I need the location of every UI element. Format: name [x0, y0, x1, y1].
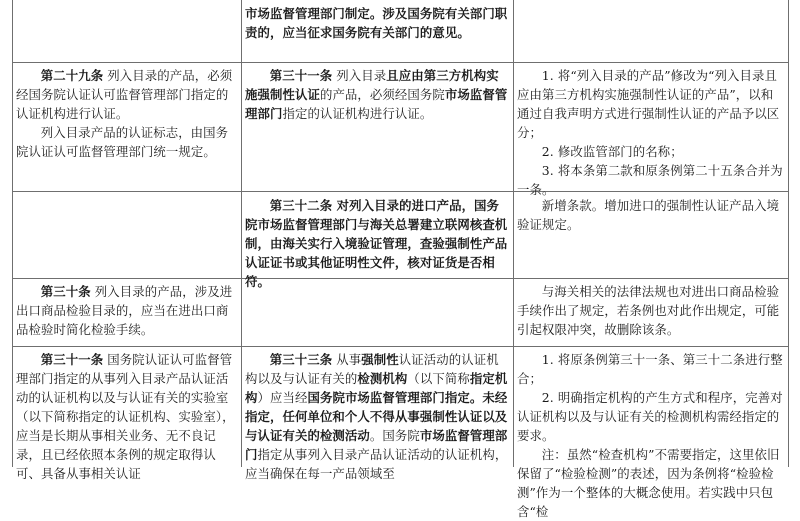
- row-divider-4: [12, 346, 789, 347]
- row-4-revised-article: [245, 350, 509, 483]
- paragraph: [517, 445, 783, 521]
- text-run: ）应当经: [257, 390, 308, 405]
- regulation-comparison-table: [12, 0, 789, 519]
- text-run: 新增条款。增加进口的强制性认证产品入境验证规定。: [517, 198, 780, 232]
- row-1-original-article: [16, 66, 238, 161]
- bold-text: 强制性: [361, 352, 399, 367]
- bold-text: 第三十二条 对列入目录的进口产品，国务院市场监督管理部门与海关总署建立联网核查机制，由海关实行入境验证管理，查验强制性产品认证证书或其他证明性文件，核对证货是否相符。: [245, 198, 508, 289]
- text-run: 列入目录的产品，必须经国务院认证认可监督管理部门指定的认证机构进行认证。: [16, 68, 233, 121]
- column-divider-2: [513, 0, 514, 467]
- bold-text: 市场监督管理部门: [245, 87, 508, 121]
- text-run: 列入目录产品的认证标志，由国务院认证认可监督管理部门统一规定。: [16, 125, 229, 159]
- bold-text: 国务院市场监督管理部门指定。未经指定，任何单位和个人不得从事强制性认证以及与认证有关的检测活动: [245, 390, 508, 443]
- text-run: 国务院认证认可监督管理部门指定的从事列入目录产品认证活动的认证机构以及与认证有关的实验室（以下简称指定的认证机构、实验室），应当是长期从事相关业务、无不良记录，且已经依照本条例的规定取得认可、具备从事相关认证: [16, 352, 235, 481]
- row-divider-1: [12, 62, 789, 63]
- bold-text: 第三十条: [40, 284, 91, 299]
- bold-text: 检测机构: [357, 371, 408, 386]
- text-run: （以下简称: [407, 371, 470, 386]
- text-run: 的产品，必须经国务院: [319, 87, 445, 102]
- text-run: 指定从事列入目录产品认证活动的认证机构，应当确保在每一产品领域至: [245, 447, 508, 481]
- bold-text: 市场监督管理部门: [245, 428, 508, 462]
- paragraph: [517, 161, 783, 199]
- paragraph: [245, 4, 509, 42]
- paragraph: [517, 66, 783, 142]
- bold-text: 第三十三条: [269, 352, 333, 367]
- row-3-original-article: [16, 282, 238, 339]
- text-run: 2. 明确指定机构的产生方式和程序，完善对认证机构以及与认证有关的检测机构需经指定的要求。: [517, 390, 783, 443]
- row-1-revision-note: [517, 66, 783, 199]
- paragraph: [16, 350, 238, 483]
- text-run: 列入目录: [332, 68, 387, 83]
- paragraph: [245, 196, 509, 291]
- row-4-original-article: [16, 350, 238, 483]
- row-2-revised-article: [245, 196, 509, 291]
- paragraph: [245, 66, 509, 123]
- text-run: 认证活动的认证机构以及与认证有关的: [245, 352, 499, 386]
- row-0-revised-article: [245, 4, 509, 42]
- paragraph: [16, 66, 238, 123]
- bold-text: 第三十一条: [40, 352, 104, 367]
- text-run: 。国务院: [369, 428, 420, 443]
- text-run: 与海关相关的法律法规也对进出口商品检验手续作出了规定，若条例也对此作出规定，可能引起权限冲突，故删除该条。: [517, 284, 780, 337]
- bold-text: 第二十九条: [40, 68, 104, 83]
- paragraph: [517, 350, 783, 388]
- paragraph: [16, 282, 238, 339]
- text-run: 注：虽然“检查机构”不需要指定，这里依旧保留了“检验检测”的表述，因为条例将“检验检测”作为一个整体的大概念使用。若实践中只包含“检: [517, 447, 780, 519]
- row-4-revision-note: [517, 350, 783, 521]
- row-1-revised-article: [245, 66, 509, 123]
- text-run: 列入目录的产品，涉及进出口商品检验目录的，应当在进出口商品检验时简化检验手续。: [16, 284, 233, 337]
- bold-text: 市场监督管理部门制定。涉及国务院有关部门职责的，应当征求国务院有关部门的意见。: [245, 6, 508, 40]
- text-run: 3. 将本条第二款和原条例第二十五条合并为一条。: [517, 163, 783, 197]
- text-run: 2. 修改监管部门的名称；: [541, 144, 683, 159]
- paragraph: [16, 123, 238, 161]
- paragraph: [517, 282, 783, 339]
- table-border-right: [788, 0, 789, 467]
- paragraph: [517, 388, 783, 445]
- text-run: 1. 将“列入目录的产品”修改为“列入目录且应由第三方机构实施强制性认证的产品”，以和通过自我声明方式进行强制性认证的产品予以区分；: [517, 68, 780, 140]
- bold-text: 第三十一条: [269, 68, 333, 83]
- row-3-revision-note: [517, 282, 783, 339]
- text-run: 指定的认证机构进行认证。: [282, 106, 433, 121]
- column-divider-1: [241, 0, 242, 467]
- bold-text: 且应由第三方机构实施强制性认证: [245, 68, 499, 102]
- row-2-revision-note: [517, 196, 783, 234]
- paragraph: [517, 196, 783, 234]
- paragraph: [245, 350, 509, 483]
- table-border-left: [12, 0, 13, 467]
- text-run: 从事: [332, 352, 362, 367]
- bold-text: 指定机构: [245, 371, 508, 405]
- text-run: 1. 将原条例第三十一条、第三十二条进行整合；: [517, 352, 783, 386]
- paragraph: [517, 142, 783, 161]
